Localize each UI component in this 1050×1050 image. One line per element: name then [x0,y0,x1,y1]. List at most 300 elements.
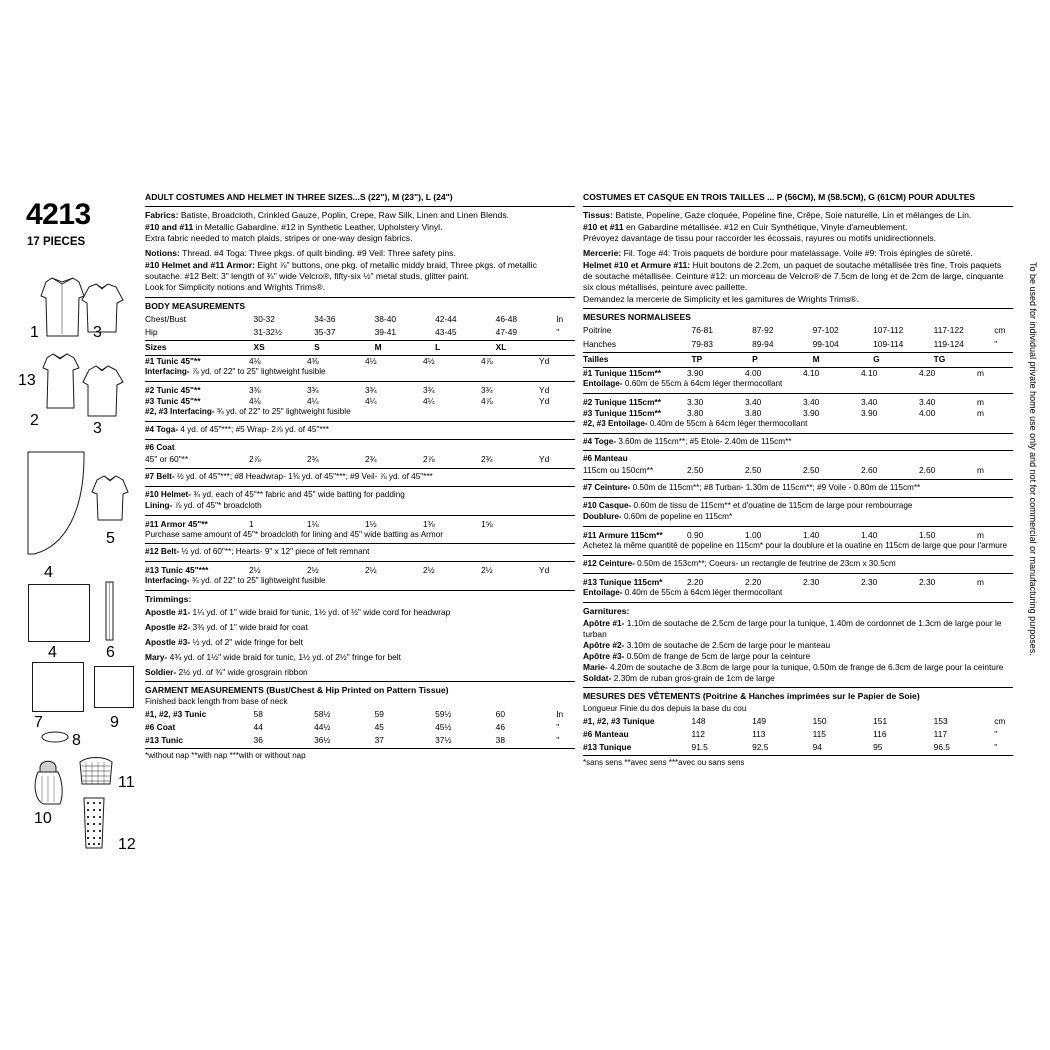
cell: 87-92 [752,325,774,336]
note-label: #4 Toge- [583,436,617,446]
french-garment-measurements-heading: MESURES DES VÊTEMENTS (Poitrine & Hanches imprimées sur le Papier de Soie) [583,691,920,702]
figure-8-headwrap [32,662,84,712]
cell: 2½ [365,565,377,576]
figure-label-13: 13 [18,372,36,389]
cell: 3.30 [687,396,704,407]
unit: " [556,326,575,341]
cell: 2½ [307,565,319,576]
cell: 117-122 [933,325,964,336]
unit: Yd [539,356,550,367]
cell: 4¼ [307,396,319,407]
cell: 94 [813,741,874,756]
cell: 4⅛ [249,356,261,367]
yardage-row [145,565,575,576]
cell: 3¾ [481,385,493,396]
row-label: #6 Coat [145,722,176,733]
notions-label: Notions: [145,248,180,259]
row-label: #1, #2, #3 Tunique [583,715,655,726]
cell: 37 [375,734,436,749]
yardage-note [145,576,575,587]
cell: 91.5 [692,741,753,756]
cell: 3.80 [745,407,762,418]
cell: 35-37 [314,326,375,341]
copyright-text: To be used for individual private home use only and not for commercial or manufacturing purposes. [1028,262,1038,656]
yardage-note [583,588,1013,599]
cell: 109-114 [873,338,934,353]
trim-label: Apostle #1- [145,606,191,617]
cell: 3¾ [423,385,435,396]
unit [539,519,557,530]
note-text: ½ yd. of 45"***; #8 Headwrap- 1⅜ yd. of 45"***; #9 Veil- ⅞ yd. of 45"*** [176,472,433,482]
cell: 4⅜ [307,356,319,367]
note-label: #12 Ceinture- [583,558,635,568]
yardage-note [583,483,1013,494]
french-garment-measurements-table [583,715,1013,756]
unit: cm [994,325,1006,336]
unit: " [556,734,575,749]
yardage-note [583,379,1013,390]
cell: 107-112 [873,325,904,336]
row-label: 45" or 60"** [145,453,189,464]
trim-item [583,673,1013,684]
french-title: COSTUMES ET CASQUE EN TROIS TAILLES ... P (56CM), M (58.5CM), G (61CM) POUR ADULTES [583,192,976,202]
cell: 2.20 [687,576,704,587]
french-column [583,192,1013,768]
yardage-note [583,501,1013,512]
unit: m [977,407,984,418]
trim-item [583,640,1013,651]
cell: 3.90 [861,407,878,418]
fabrics-line2-label: #10 et #11 [583,221,624,232]
english-garment-measurements-table [145,708,575,749]
note-label: Lining- [145,500,173,510]
fabrics-label: Tissus: [583,210,613,221]
figure-5-wrap [28,584,90,642]
unit: Yd [539,565,550,576]
fabrics-text: Batiste, Broadcloth, Crinkled Gauze, Poplin, Crepe, Raw Silk, Linen and Linen Blends. [180,210,510,221]
figure-label-7: 6 [106,644,115,661]
english-column [145,192,575,762]
trim-label: Soldat- [583,673,612,684]
cell: 76-81 [691,325,713,336]
trim-text: 2.30m de ruban gros-grain de 1cm de large [613,673,775,684]
table-row [583,715,1013,728]
trim-label: Mary- [145,651,168,662]
cell: 4⅞ [481,356,493,367]
row-label: 115cm ou 150cm** [583,465,654,476]
row-label: #2 Tunic 45"** [145,385,201,396]
french-fabrics-line3: Prévoyez davantage de tissu pour raccorder les écossais, rayures ou motifs unidirectionnels. [583,233,936,244]
cell: 38 [496,734,557,749]
cell: 38-40 [374,314,397,325]
figure-label-3b: 3 [93,420,102,437]
row-label: #3 Tunique 115cm** [583,407,662,418]
fabrics-line2-label: #10 and #11 [145,221,194,232]
yardage-note [145,425,575,436]
figure-3a-tunic [80,280,128,338]
cell: 3.40 [919,396,936,407]
cell: 1.40 [861,529,878,540]
cell: 44 [253,722,263,733]
trim-text: 2½ yd. of ⅜" wide grosgrain ribbon [178,666,308,677]
trim-text: 0.50m de frange de 5cm de large pour la ceinture [626,651,811,662]
cell: 2½ [481,565,493,576]
trim-text: 4¾ yd. of 1½" wide braid for tunic, 1½ yd. of 2½" fringe for belt [169,651,401,662]
note-label: #10 Helmet- [145,489,191,499]
english-trimmings-heading: Trimmings: [145,594,192,605]
figure-label-2: 2 [30,412,39,429]
english-body-measurements-table [145,313,575,356]
cell: 92.5 [752,741,813,756]
trim-item [145,607,575,618]
row-label: #13 Tunic 45"*** [145,565,209,576]
cell: 119-124 [934,338,995,353]
table-row [145,734,575,749]
cell: 46 [495,722,505,733]
trim-label: Marie- [583,662,608,673]
row-label: Sizes [145,341,254,356]
unit: " [556,722,560,733]
yardage-row [145,356,575,367]
french-footnote: *sans sens **avec sens ***avec ou sans sens [583,757,745,767]
cell: 4.00 [919,407,936,418]
cell: 4½ [423,356,435,367]
note-text: 3.60m de 115cm**; #5 Etole- 2.40m de 115cm** [618,436,792,446]
note-text: 4 yd. of 45"***; #5 Wrap- 2⅞ yd. of 45"*** [180,425,329,435]
figure-label-6: 5 [106,530,115,547]
note-text: 0.40m de 55cm à 64cm léger thermocollant [649,418,808,428]
english-fabrics-line3: Extra fabric needed to match plaids, stripes or one-way design fabrics. [145,233,413,244]
trim-label: Apôtre #2- [583,640,625,651]
note-text: ¾ yd. each of 45"** fabric and 45" wide batting for padding [193,489,405,499]
cell: 42-44 [435,314,457,325]
yardage-row [583,397,1013,408]
trim-item [583,618,1013,640]
yardage-row [145,396,575,407]
unit: m [977,529,984,540]
cell: 99-104 [813,338,874,353]
trim-text: 3.10m de soutache de 2.5cm de large pour le manteau [626,640,831,651]
trim-label: Soldier- [145,666,177,677]
cell: 31-32½ [254,326,315,341]
trim-item [583,651,1013,662]
notions-text: Fil. Toge #4: Trois paquets de bordure pour matelassage. Voile #9: Trois épingles de sûreté. [623,248,973,259]
fabrics-line2-text: in Metallic Gabardine. #12 in Synthetic Leather, Upholstery Vinyl. [195,221,443,232]
english-yardage-block [145,356,575,587]
cell: 2.30 [803,576,820,587]
cell: 36 [254,734,315,749]
fabrics-line2-text: en Gabardine métallisée. #12 en Cuir Synthétique, Vinyle d'ameublement. [626,221,908,232]
trim-item [145,667,575,678]
cell: 59½ [435,709,452,720]
english-notions-line3: Look for Simplicity notions and Wrights Trims®. [145,282,326,293]
unit: In [556,314,564,325]
figure-7-belt [102,580,118,646]
cell: 2½ [249,565,261,576]
figure-label-3a: 3 [93,324,102,341]
figure-12-belt [78,796,114,856]
cell: 115 [812,728,826,739]
note-text: ½ yd. of 60"**; Hearts- 9" x 12" piece of felt remnant [181,547,370,557]
figure-10-helmet [30,754,72,808]
row-label: Poitrine [583,325,612,336]
yardage-row [583,408,1013,419]
unit [994,352,1013,367]
cell: 116 [873,728,887,739]
cell: 45 [374,722,384,733]
yardage-note [583,419,1013,430]
notions-line2-label: #10 Helmet and #11 Armor: [145,259,256,270]
figure-label-12: 12 [118,836,136,853]
yardage-row [583,368,1013,379]
cell: 2⅞ [249,453,261,464]
french-yardage-block [583,368,1013,599]
note-text: 0.60m de popeline en 115cm* [623,512,733,522]
cell: 59 [374,709,384,720]
row-label: Tailles [583,352,692,367]
unit: m [977,465,984,476]
french-body-measurements-heading: MESURES NORMALISEES [583,312,691,323]
cell: G [873,352,934,367]
figure-8b-sash [40,730,70,744]
unit: In [556,709,564,720]
cell: 1⅜ [423,518,435,529]
figure-label-8: 7 [34,714,43,731]
trim-text: 4.20m de soutache de 3.8cm de large pour la tunique, 0.50m de frange de 6.3cm de large pour la ceinture [610,662,1004,673]
cell: 4¼ [423,396,435,407]
cell: 2¾ [307,453,319,464]
row-label: Hip [145,326,254,341]
note-label: #7 Ceinture- [583,483,631,493]
note-text: 0.50m de 153cm**; Coeurs- un rectangle de feutrine de 23cm x 30.5cm [637,558,896,568]
yardage-note [145,407,575,418]
figure-6-coat [90,472,132,532]
cell: 79-83 [692,338,753,353]
cell: 4⅛ [249,396,261,407]
french-garment-sub: Longueur Finie du dos depuis la base du cou [583,703,747,713]
row-label: #1 Tunique 115cm** [583,367,662,378]
row-label: #1 Tunic 45"** [145,356,201,367]
note-label: #2, #3 Entoilage- [583,418,648,428]
yardage-note [145,547,575,558]
yardage-row [145,385,575,396]
trim-item [145,622,575,633]
unit: " [994,741,1013,756]
table-row [583,741,1013,756]
english-body-measurements-heading: BODY MEASUREMENTS [145,300,246,311]
table-row [583,352,1013,367]
copyright-sidebar [1024,262,1044,822]
cell: 112 [691,728,705,739]
cell: M [813,352,874,367]
cell: TP [692,352,753,367]
cell: 3⅜ [249,385,261,396]
cell: 44½ [314,722,331,733]
pattern-number: 4213 [26,198,91,231]
cell: 3¾ [307,385,319,396]
cell: 3.40 [803,396,820,407]
unit: " [994,728,998,739]
row-label: #13 Tunique [583,741,692,756]
cell: 153 [933,715,948,726]
cell: 2.50 [745,465,762,476]
figure-label-10: 10 [34,810,52,827]
row-label: #1, #2, #3 Tunic [145,709,207,720]
yardage-note [583,512,1013,523]
notions-text: Thread. #4 Toga: Three pkgs. of quilt binding. #9 Veil: Three safety pins. [182,248,456,259]
note-label: Entoilage- [583,378,623,388]
row-label: Chest/Bust [145,314,186,325]
english-title: ADULT COSTUMES AND HELMET IN THREE SIZES...S (22"), M (23"), L (24") [145,192,453,202]
yardage-subhead: #6 Manteau [583,454,628,464]
cell: 1.50 [919,529,936,540]
cell: 2.20 [745,576,762,587]
yardage-note [145,367,575,378]
cell: 2.60 [919,465,936,476]
yardage-note [145,490,575,501]
yardage-note: Achetez la même quantité de popeline en 115cm* pour la doublure et la ouatine en 115cm de large que pour l'armure [583,540,1008,550]
english-garment-measurements-heading: GARMENT MEASUREMENTS (Bust/Chest & Hip Printed on Pattern Tissue) [145,685,449,696]
cell: 58½ [314,709,331,720]
note-text: 0.50m de 115cm**; #8 Turban- 1.30m de 115cm**; #9 Voile - 0.80m de 115cm** [632,483,921,493]
figure-label-11: 11 [118,774,135,791]
cell: 45½ [435,722,452,733]
cell: 1 [249,518,254,529]
cell: 96.5 [934,741,995,756]
cell: 2¾ [481,453,493,464]
cell: 148 [691,715,706,726]
trim-item [145,652,575,663]
unit: cm [994,715,1006,726]
pieces-count: 17 PIECES [27,236,86,248]
cell: 150 [812,715,827,726]
unit: Yd [539,396,550,407]
trim-label: Apôtre #1- [583,617,625,628]
french-fabrics-line1 [583,210,1013,221]
cell: 2.60 [861,465,878,476]
unit: Yd [539,385,550,396]
row-label: #3 Tunic 45"** [145,396,201,407]
yardage-row [583,465,1013,476]
row-label: #13 Tunic [145,734,254,749]
row-label: #11 Armor 45"** [145,518,208,529]
cell: 3.40 [745,396,762,407]
french-trimmings-heading: Garnitures: [583,605,630,616]
garment-illustrations [18,262,138,853]
note-text: 0.60m de tissu de 115cm** et d'ouatine de 115cm de large pour rembourrage [633,501,913,511]
note-text: ¾ yd. of 22" to 25" lightweight fusible [191,576,326,586]
trim-label: Apôtre #3- [583,651,625,662]
english-footnote: *without nap **with nap ***with or without nap [145,751,306,761]
cell: 37½ [435,734,496,749]
table-row [583,324,1013,337]
note-text: ⅞ yd. of 45"* broadcloth [174,500,262,510]
unit: m [977,367,984,378]
cell: 149 [752,715,767,726]
row-label: #11 Armure 115cm** [583,529,663,540]
cell: 0.90 [687,529,704,540]
note-label: #4 Toga- [145,425,179,435]
cell: 113 [752,728,766,739]
trim-item [145,637,575,648]
cell: 2.30 [919,576,936,587]
cell: 43-45 [435,326,496,341]
cell: 89-94 [752,338,813,353]
figure-9-veil [94,666,134,708]
cell: 3¾ [365,385,377,396]
yardage-note [145,472,575,483]
trim-text: 1.10m de soutache de 2.5cm de large pour la tunique, 1.40m de cordonnet de 1.3cm de large pour le turban [583,617,1002,639]
note-label: Interfacing- [145,576,190,586]
cell: 46-48 [495,314,518,325]
cell: XL [496,341,557,356]
notions-line2-text: Eight ⅞" buttons, one pkg. of metallic middy braid, Three pkgs. of metallic soutache. #12 Belt: 3" length of ¾" wide Velcro®, fifty-six ½" metal studs, glitter paint. [145,259,537,282]
cell: 3.40 [861,396,878,407]
figure-4-toga [26,450,90,562]
trim-label: Apostle #2- [145,621,191,632]
cell: 2¾ [365,453,377,464]
trim-label: Apostle #3- [145,636,191,647]
english-fabrics-line1 [145,210,575,221]
note-text: 0.40m de 55cm à 64cm léger thermocollant [624,587,783,597]
cell: 2.50 [803,465,820,476]
figure-label-1: 1 [30,324,39,341]
cell: 60 [495,709,505,720]
cell: 1⅛ [307,518,319,529]
cell: 4¼ [365,396,377,407]
note-label: Interfacing- [145,367,190,377]
cell: 4½ [365,356,377,367]
english-fabrics-line2 [145,222,575,233]
cell: TG [934,352,995,367]
cell: 2½ [423,565,435,576]
notions-line2-text: Huit boutons de 2.2cm, un paquet de soutache métallisée très fine, Trois paquets de soutache métallisée. Ceinture #12: un morceau de Velcro® de 7.5cm de long et de 2cm de large, cinquante six clous métallisés, peinture avec paillette. [583,259,1004,293]
unit [556,341,575,356]
note-text: 0.60m de 55cm à 64cm léger thermocollant [624,378,783,388]
unit: m [977,576,984,587]
notions-label: Mercerie: [583,248,622,259]
cell: 151 [873,715,888,726]
figure-label-5: 4 [48,644,57,661]
yardage-note: Purchase same amount of 45"* broadcloth for lining and 45" wide batting as Armor [145,529,444,539]
french-notions-line2 [583,260,1013,294]
cell: XS [254,341,315,356]
cell: 36½ [314,734,375,749]
note-label: Entoilage- [583,587,623,597]
yardage-note [145,501,575,512]
table-row [145,708,575,721]
yardage-row [583,530,1013,541]
fabrics-label: Fabrics: [145,210,179,221]
cell: 117 [933,728,948,739]
cell: 58 [253,709,263,720]
note-text: ¾ yd. of 22" to 25" lightweight fusible [216,407,351,417]
yardage-row [145,454,575,465]
cell: 3.90 [803,407,820,418]
cell: 2⅞ [423,453,435,464]
note-label: #2, #3 Interfacing- [145,407,215,417]
cell: 4.10 [803,367,820,378]
note-label: Doublure- [583,512,622,522]
note-text: ⅞ yd. of 22" to 25" lightweight fusible [191,367,326,377]
english-garment-sub: Finished back length from base of neck [145,697,288,707]
trim-text: 1¼ yd. of 1" wide braid for tunic, 1½ yd. of ½" wide cord for headwrap [192,606,451,617]
cell: L [435,341,496,356]
table-row [145,326,575,341]
fabrics-text: Batiste, Popeline, Gaze cloquée, Popeline fine, Crêpe, Soie naturelle, Lin et mélanges de Lin. [615,210,972,221]
figure-label-4: 4 [44,564,53,581]
row-label: #6 Manteau [583,728,629,739]
